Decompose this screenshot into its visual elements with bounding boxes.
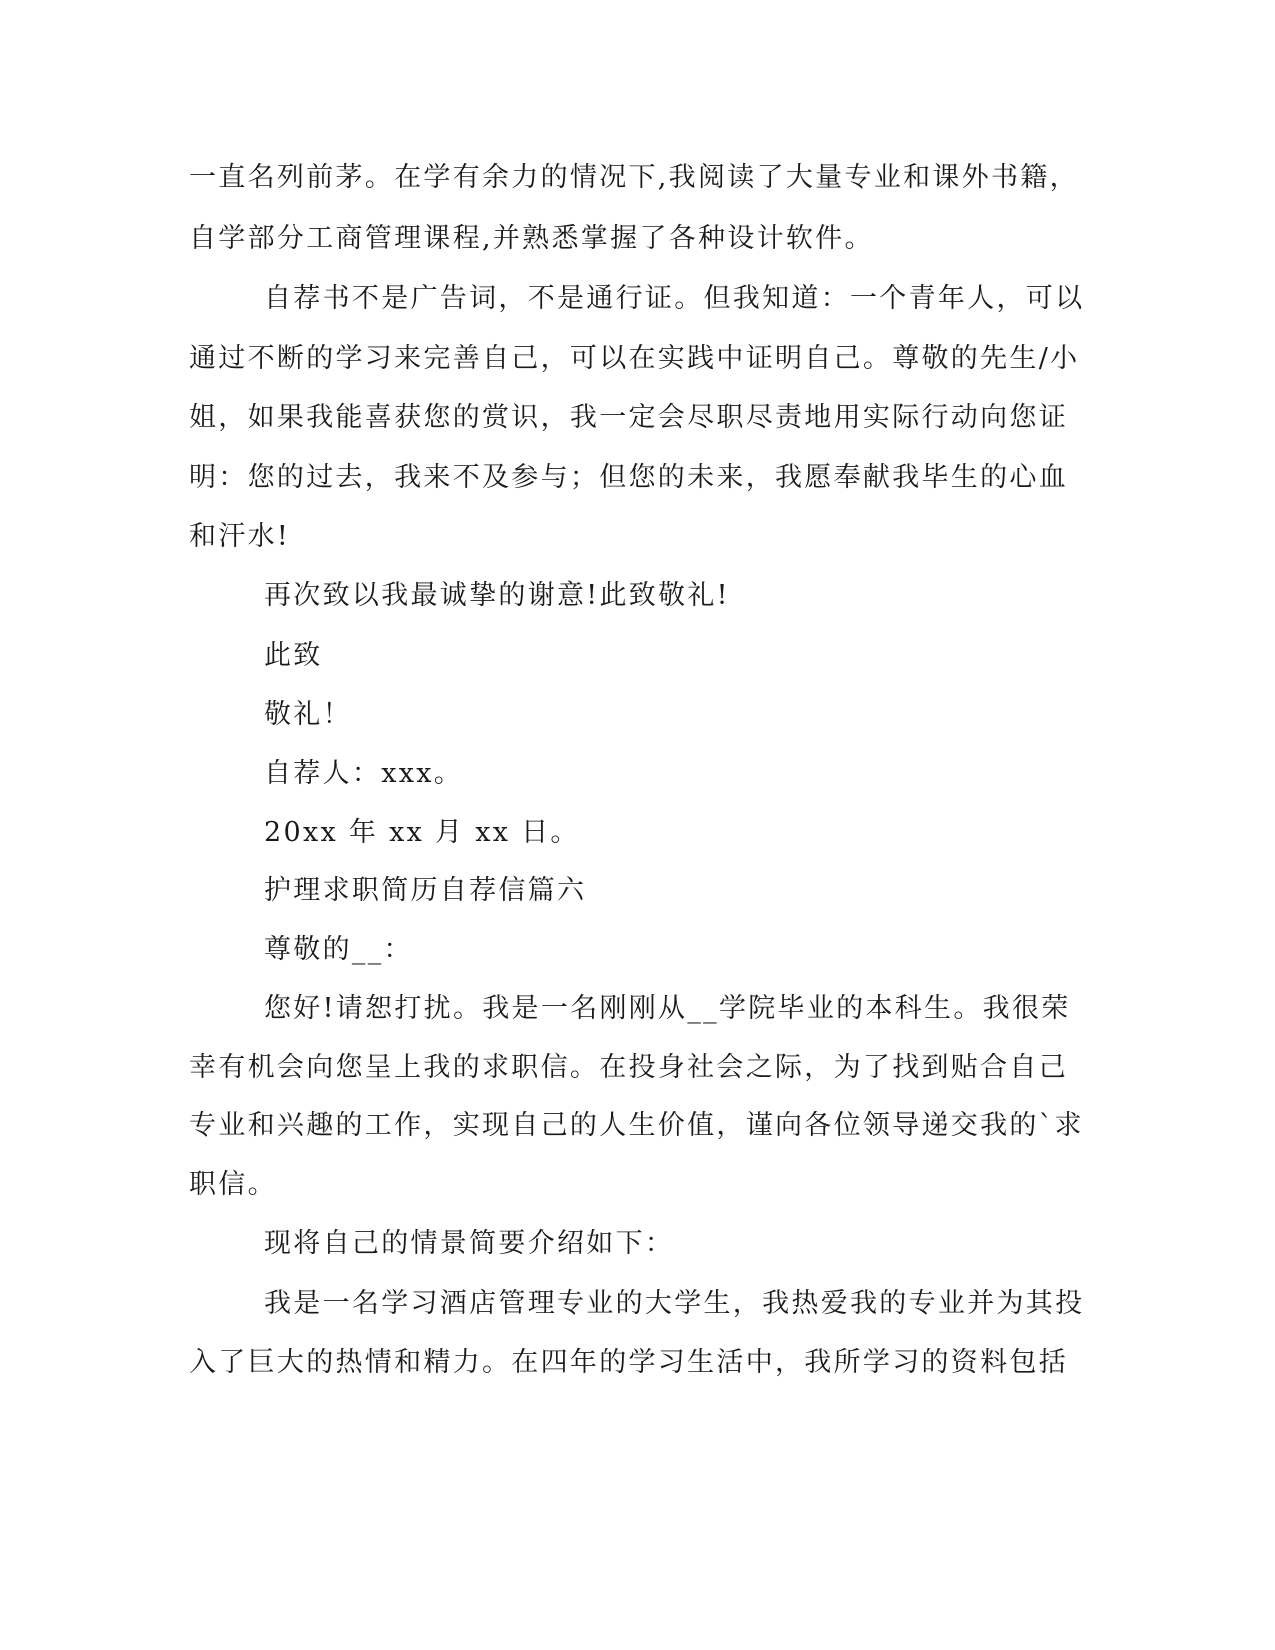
paragraph-start-line: 再次致以我最诚挚的谢意!此致敬礼! [264, 580, 730, 611]
closing-line: 此致 [264, 640, 323, 671]
signature-line: 自荐人：xxx。 [264, 758, 464, 789]
text-line: 通过不断的学习来完善自己，可以在实践中证明自己。尊敬的先生/小 [189, 343, 1080, 374]
text-line: 明：您的过去，我来不及参与；但您的未来，我愿奉献我毕生的心血 [189, 462, 1068, 493]
paragraph-start-line: 自荐书不是广告词，不是通行证。但我知道：一个青年人，可以 [264, 283, 1085, 314]
text-line: 自学部分工商管理课程,并熟悉掌握了各种设计软件。 [189, 223, 874, 254]
text-line: 入了巨大的热情和精力。在四年的学习生活中，我所学习的资料包括 [189, 1347, 1068, 1378]
text-line: 职信。 [189, 1169, 277, 1200]
section-heading: 护理求职简历自荐信篇六 [264, 875, 587, 906]
paragraph-start-line: 我是一名学习酒店管理专业的大学生，我热爱我的专业并为其投 [264, 1288, 1085, 1319]
paragraph-start-line: 现将自己的情景简要介绍如下： [264, 1228, 675, 1259]
date-line: 20xx 年 xx 月 xx 日。 [264, 817, 580, 848]
paragraph-start-line: 您好!请恕打扰。我是一名刚刚从__学院毕业的本科生。我很荣 [264, 993, 1071, 1024]
text-line: 姐，如果我能喜获您的赏识，我一定会尽职尽责地用实际行动向您证 [189, 402, 1068, 433]
text-line: 专业和兴趣的工作，实现自己的人生价值，谨向各位领导递交我的`求 [189, 1110, 1084, 1141]
closing-line: 敬礼！ [264, 699, 352, 730]
text-line: 和汗水! [189, 521, 291, 552]
salutation-line: 尊敬的__： [264, 934, 413, 965]
text-line: 幸有机会向您呈上我的求职信。在投身社会之际，为了找到贴合自己 [189, 1052, 1068, 1083]
text-line: 一直名列前茅。在学有余力的情况下,我阅读了大量专业和课外书籍， [189, 162, 1079, 193]
